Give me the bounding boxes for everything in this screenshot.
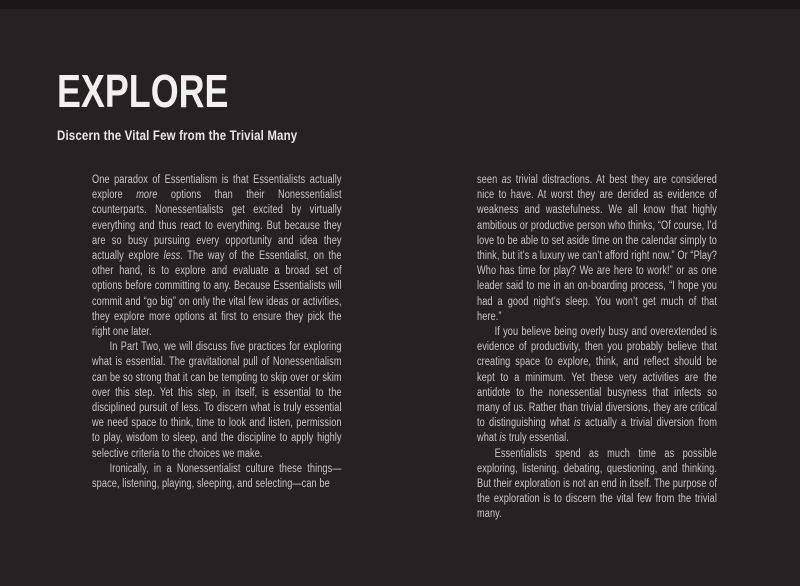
paragraph: Ironically, in a Nonessentialist culture these things—space, listening, playing, sleeping, and selecting—can be	[92, 462, 342, 491]
paragraph: seen as trivial distractions. At best they are considered nice to have. At worst they are derided as evidence of weakness and wastefulness. We all know that highly ambitious or productive person who thinks, “Of course, I’d love to be able to set aside time on the calendar simply to think, but it’s a luxury we can’t afford right now.” Or “Play? Who has time for play? We are here to work!” or as one leader said to me in an on-boarding process, “I hope you had a good night’s sleep. You won’t get much of that here.”	[477, 174, 717, 323]
chapter-subtitle: Discern the Vital Few from the Trivial Many	[57, 127, 298, 143]
paragraph: In Part Two, we will discuss five practices for exploring what is essential. The gravitational pull of Nonessentialism can be so strong that it can be tempting to skip over or skim over this step. Yet this step, in itself, is essential to the disciplined pursuit of less. To discern what is truly essential we need space to think, time to look and listen, permission to play, wisdom to sleep, and the discipline to apply highly selective criteria to the choices we make.	[92, 341, 342, 460]
right-page-text-column	[477, 173, 717, 523]
paragraph: One paradox of Essentialism is that Essentialists actually explore more options than their Nonessentialist counterparts. Nonessentialists get excited by virtually everything and thus react to everything. But because they are so busy pursuing every opportunity and idea they actually explore less. The way of the Essentialist, on the other hand, is to explore and evaluate a broad set of options before committing to any. Because Essentialists will commit and “go big” on only the vital few ideas or activities, they explore more options at first to ensure they pick the right one later.	[92, 174, 342, 339]
chapter-title: EXPLORE	[57, 65, 229, 117]
left-page-text-column	[92, 173, 342, 492]
top-edge-shadow	[0, 0, 800, 9]
paragraph: Essentialists spend as much time as possible exploring, listening, debating, questioning, and thinking. But their exploration is not an end in itself. The purpose of the exploration is to discern the vital few from the trivial many.	[477, 447, 717, 521]
paragraph: If you believe being overly busy and overextended is evidence of productivity, then you probably believe that creating space to explore, think, and reflect should be kept to a minimum. Yet these very activities are the antidote to the nonessential busyness that infects so many of us. Rather than trivial diversions, they are critical to distinguishing what is actually a trivial diversion from what is truly essential.	[477, 326, 717, 445]
